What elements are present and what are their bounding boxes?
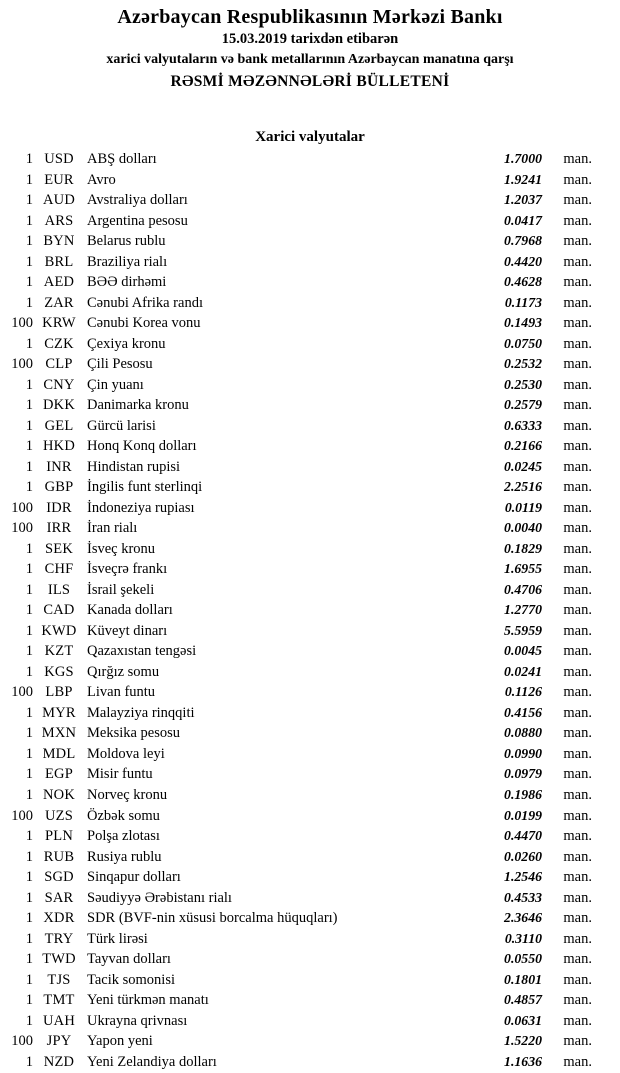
row-rate-value: 0.0979 [504,766,542,782]
row-currency-name: Hindistan rupisi [87,458,181,475]
row-unit-label: man. [563,745,592,762]
row-currency-code: CAD [43,602,75,619]
row-currency-code: KGS [44,663,74,680]
row-rate-value: 0.0990 [504,745,542,761]
row-rate-value: 0.4628 [504,274,542,290]
row-currency-code: CHF [44,561,74,578]
table-row [0,231,620,252]
row-currency-code: INR [46,458,72,475]
row-currency-name: Gürcü larisi [87,417,156,434]
row-rate-value: 1.7000 [504,151,542,166]
table-row [0,580,620,601]
row-rate-value: 0.4706 [504,581,542,597]
row-quantity: 1 [25,417,33,434]
table-row [0,1052,620,1073]
row-currency-name: Honq Konq dolları [87,438,197,455]
table-row [0,785,620,806]
row-currency-name: Avro [87,171,116,188]
table-row [0,190,620,211]
row-unit-label: man. [563,663,592,680]
row-rate-value: 1.2546 [504,869,542,885]
row-currency-name: Kanada dolları [87,602,173,619]
table-row [0,888,620,909]
table-row [0,1031,620,1052]
row-quantity: 1 [25,233,33,250]
row-unit-label: man. [563,951,592,968]
row-unit-label: man. [563,458,592,475]
row-unit-label: man. [563,253,592,270]
row-rate-value: 1.2037 [504,192,542,208]
row-currency-name: Cənubi Korea vonu [87,315,201,332]
row-quantity: 1 [25,663,33,680]
table-row [0,272,620,293]
row-rate-value: 0.1173 [504,294,542,310]
row-currency-code: MYR [42,704,76,721]
subtitle-line: xarici valyutaların və bank metallarının Azərbaycan manatına qarşı [106,52,514,67]
row-currency-code: SAR [44,889,74,906]
table-row [0,539,620,560]
row-currency-name: İsveçrə frankı [87,561,168,578]
row-currency-name: Çili Pesosu [87,356,153,373]
row-quantity: 1 [25,376,33,393]
row-unit-label: man. [563,930,592,947]
row-currency-name: Yeni türkmən manatı [87,992,209,1009]
bank-name: Azərbaycan Respublikasının Mərkəzi Bankı [117,6,503,28]
row-currency-name: Yapon yeni [87,1033,153,1050]
row-quantity: 1 [25,786,33,803]
table-row [0,929,620,950]
row-currency-code: TWD [42,951,76,968]
row-currency-name: BƏƏ dirhəmi [87,274,167,291]
row-unit-label: man. [563,581,592,598]
row-rate-value: 0.0750 [504,335,542,351]
row-rate-value: 0.2532 [504,356,542,372]
row-unit-label: man. [563,438,592,455]
row-quantity: 1 [25,253,33,270]
row-unit-label: man. [563,704,592,721]
row-currency-name: Livan funtu [87,684,156,701]
row-quantity: 1 [25,704,33,721]
row-quantity: 1 [25,725,33,742]
row-unit-label: man. [563,869,592,886]
row-currency-name: Səudiyyə Ərəbistanı rialı [87,889,232,906]
row-quantity: 1 [25,828,33,845]
row-rate-value: 1.1636 [504,1053,542,1069]
table-row [0,970,620,991]
row-unit-label: man. [563,643,592,660]
table-row [0,826,620,847]
row-currency-name: Danimarka kronu [87,397,189,414]
effective-date-line: 15.03.2019 tarixdən etibarən [221,31,399,47]
table-row [0,662,620,683]
row-currency-name: Meksika pesosu [87,725,181,742]
row-currency-code: NZD [43,1053,75,1070]
row-unit-label: man. [563,786,592,803]
row-currency-code: TRY [44,930,74,947]
table-row [0,395,620,416]
row-currency-name: Küveyt dinarı [87,622,168,639]
row-quantity: 1 [25,643,33,660]
table-row [0,847,620,868]
header [0,5,620,93]
row-quantity: 1 [25,561,33,578]
row-rate-value: 1.2770 [504,602,542,618]
table-row [0,149,620,170]
row-unit-label: man. [563,622,592,639]
row-currency-code: EGP [45,766,73,783]
row-unit-label: man. [563,335,592,352]
row-rate-value: 0.0245 [504,458,542,474]
row-currency-name: ABŞ dolları [87,151,157,167]
row-rate-value: 0.1493 [504,315,542,331]
row-quantity: 1 [25,766,33,783]
row-unit-label: man. [563,1012,592,1029]
row-rate-value: 0.0880 [504,725,542,741]
row-quantity: 1 [25,848,33,865]
row-currency-name: İran rialı [87,520,138,537]
row-unit-label: man. [563,274,592,291]
row-unit-label: man. [563,725,592,742]
row-currency-name: Tacik somonisi [87,971,175,988]
row-unit-label: man. [563,520,592,537]
row-quantity: 1 [25,192,33,209]
table-row [0,252,620,273]
row-rate-value: 0.0241 [504,663,542,679]
row-rate-value: 0.4420 [504,253,542,269]
table-row [0,621,620,642]
table-row [0,806,620,827]
row-currency-name: Avstraliya dolları [87,192,188,209]
row-currency-code: DKK [42,397,75,414]
row-quantity: 1 [25,889,33,906]
row-unit-label: man. [563,540,592,557]
table-row [0,641,620,662]
table-row [0,354,620,375]
row-quantity: 100 [11,807,33,824]
row-rate-value: 0.2530 [504,376,542,392]
row-unit-label: man. [563,602,592,619]
row-rate-value: 5.5959 [504,622,542,638]
row-rate-value: 0.4857 [504,992,542,1008]
row-quantity: 1 [25,274,33,291]
row-quantity: 1 [25,151,33,167]
row-currency-code: RUB [43,848,75,865]
row-quantity: 1 [25,745,33,762]
table-row [0,990,620,1011]
row-currency-code: ZAR [44,294,74,311]
row-quantity: 1 [25,992,33,1009]
table-row [0,375,620,396]
row-currency-code: KRW [42,315,76,332]
table-row [0,334,620,355]
row-currency-name: Malayziya rinqqiti [87,704,195,721]
row-currency-name: Norveç kronu [87,786,168,803]
row-currency-name: Sinqapur dolları [87,869,181,886]
row-currency-name: İndoneziya rupiası [87,499,195,516]
row-rate-value: 0.0550 [504,951,542,967]
row-unit-label: man. [563,397,592,414]
row-quantity: 1 [25,335,33,352]
row-currency-name: Yeni Zelandiya dolları [87,1053,217,1070]
row-unit-label: man. [563,151,592,167]
row-currency-name: Çin yuanı [87,376,144,393]
row-unit-label: man. [563,171,592,188]
row-currency-code: USD [44,151,74,167]
row-rate-value: 2.3646 [504,910,542,926]
row-currency-code: BRL [44,253,74,270]
table-row [0,211,620,232]
bulletin-title: RƏSMİ MƏZƏNNƏLƏRİ BÜLLETENİ [170,73,450,90]
row-rate-value: 0.4470 [504,828,542,844]
row-currency-name: İngilis funt sterlinqi [87,479,203,496]
row-currency-code: BYN [43,233,75,250]
row-quantity: 1 [25,212,33,229]
row-rate-value: 0.0417 [504,212,542,228]
row-unit-label: man. [563,1053,592,1070]
row-quantity: 1 [25,1053,33,1070]
row-currency-code: MDL [42,745,76,762]
row-unit-label: man. [563,971,592,988]
row-currency-name: Argentina pesosu [87,212,188,229]
row-quantity: 100 [11,356,33,373]
row-unit-label: man. [563,294,592,311]
row-unit-label: man. [563,479,592,496]
row-quantity: 1 [25,951,33,968]
row-currency-code: ILS [47,581,71,598]
row-unit-label: man. [563,1033,592,1050]
row-rate-value: 0.2166 [504,438,542,454]
row-quantity: 1 [25,930,33,947]
row-rate-value: 0.0040 [504,520,542,536]
table-row [0,682,620,703]
row-quantity: 1 [25,910,33,927]
row-currency-name: Çexiya kronu [87,335,166,352]
row-rate-value: 0.7968 [504,233,542,249]
row-quantity: 1 [25,479,33,496]
row-rate-value: 0.1126 [504,684,542,700]
row-quantity: 1 [25,438,33,455]
row-currency-name: Qazaxıstan tengəsi [87,643,197,660]
row-currency-name: Rusiya rublu [87,848,162,865]
row-unit-label: man. [563,192,592,209]
row-quantity: 1 [25,540,33,557]
table-row [0,908,620,929]
table-row [0,703,620,724]
row-quantity: 1 [25,1012,33,1029]
row-unit-label: man. [563,356,592,373]
row-currency-code: JPY [46,1033,72,1050]
row-rate-value: 0.2579 [504,397,542,413]
row-unit-label: man. [563,910,592,927]
row-unit-label: man. [563,766,592,783]
row-currency-code: TJS [47,971,71,988]
row-unit-label: man. [563,315,592,332]
row-unit-label: man. [563,828,592,845]
row-rate-value: 0.3110 [504,930,542,946]
row-quantity: 1 [25,171,33,188]
row-quantity: 1 [25,294,33,311]
row-quantity: 1 [25,458,33,475]
row-unit-label: man. [563,417,592,434]
row-currency-name: Belarus rublu [87,233,166,250]
row-quantity: 1 [25,869,33,886]
row-rate-value: 1.9241 [504,171,542,187]
row-rate-value: 0.4533 [504,889,542,905]
row-quantity: 1 [25,971,33,988]
row-currency-code: MXN [41,725,77,742]
row-rate-value: 0.0260 [504,848,542,864]
section-title: Xarici valyutalar [255,129,365,145]
row-currency-name: Tayvan dolları [87,951,171,968]
table-row [0,559,620,580]
table-row [0,293,620,314]
row-rate-value: 1.6955 [504,561,542,577]
row-currency-code: ARS [44,212,74,229]
row-unit-label: man. [563,684,592,701]
row-currency-name: İsrail şekeli [87,581,155,598]
row-rate-value: 0.0631 [504,1012,542,1028]
row-currency-code: UZS [45,807,73,824]
row-currency-code: PLN [45,828,73,845]
row-rate-value: 0.1986 [504,786,542,802]
row-currency-code: UAH [42,1012,75,1029]
row-currency-name: Qırğız somu [87,663,160,680]
row-currency-code: EUR [44,171,74,188]
row-currency-code: AED [43,274,75,291]
table-row [0,477,620,498]
row-rate-value: 0.1829 [504,540,542,556]
table-row [0,1011,620,1032]
row-quantity: 1 [25,581,33,598]
row-rate-value: 0.0045 [504,643,542,659]
row-currency-code: XDR [43,910,75,927]
row-rate-value: 0.1801 [504,971,542,987]
table-row [0,949,620,970]
row-unit-label: man. [563,889,592,906]
row-currency-name: Cənubi Afrika randı [87,294,203,311]
row-currency-code: GBP [44,479,74,496]
row-currency-code: GEL [44,417,74,434]
rates-table [0,149,620,1072]
row-rate-value: 0.0119 [504,499,542,515]
row-currency-code: CNY [43,376,75,393]
row-currency-name: SDR (BVF-nin xüsusi borcalma hüquqları) [87,910,338,927]
row-quantity: 1 [25,397,33,414]
row-currency-name: Polşa zlotası [87,828,160,845]
row-quantity: 100 [11,1033,33,1050]
row-currency-code: IDR [46,499,72,516]
row-unit-label: man. [563,561,592,578]
row-quantity: 100 [11,499,33,516]
table-row [0,764,620,785]
table-row [0,600,620,621]
row-currency-code: SGD [44,869,74,886]
row-currency-code: HKD [42,438,75,455]
row-currency-code: NOK [42,786,75,803]
row-unit-label: man. [563,376,592,393]
row-currency-name: Braziliya rialı [87,253,168,270]
row-quantity: 100 [11,315,33,332]
table-row [0,416,620,437]
row-currency-code: IRR [46,520,72,537]
row-unit-label: man. [563,992,592,1009]
row-currency-code: TMT [43,992,75,1009]
table-row [0,867,620,888]
row-currency-name: Misir funtu [87,766,153,783]
row-quantity: 1 [25,622,33,639]
table-row [0,170,620,191]
row-quantity: 100 [11,684,33,701]
row-currency-code: SEK [45,540,73,557]
table-row [0,498,620,519]
table-row [0,457,620,478]
row-currency-code: LBP [45,684,73,701]
table-row [0,744,620,765]
row-rate-value: 0.0199 [504,807,542,823]
row-unit-label: man. [563,233,592,250]
table-row [0,436,620,457]
row-currency-name: Ukrayna qrivnası [87,1012,188,1029]
row-rate-value: 2.2516 [504,479,542,495]
row-currency-code: CLP [45,356,73,373]
table-row [0,518,620,539]
row-currency-code: AUD [42,192,75,209]
row-currency-name: Özbək somu [87,807,160,824]
row-currency-name: Moldova leyi [87,745,165,762]
row-currency-name: Türk lirəsi [87,930,148,947]
row-unit-label: man. [563,212,592,229]
row-rate-value: 0.4156 [504,704,542,720]
row-unit-label: man. [563,807,592,824]
row-currency-name: İsveç kronu [87,540,156,557]
row-quantity: 1 [25,602,33,619]
row-currency-code: KZT [44,643,74,660]
table-row [0,313,620,334]
row-currency-code: KWD [41,622,77,639]
row-rate-value: 0.6333 [504,417,542,433]
row-rate-value: 1.5220 [504,1033,542,1049]
row-quantity: 100 [11,520,33,537]
table-row [0,723,620,744]
row-unit-label: man. [563,848,592,865]
row-unit-label: man. [563,499,592,516]
row-currency-code: CZK [44,335,74,352]
